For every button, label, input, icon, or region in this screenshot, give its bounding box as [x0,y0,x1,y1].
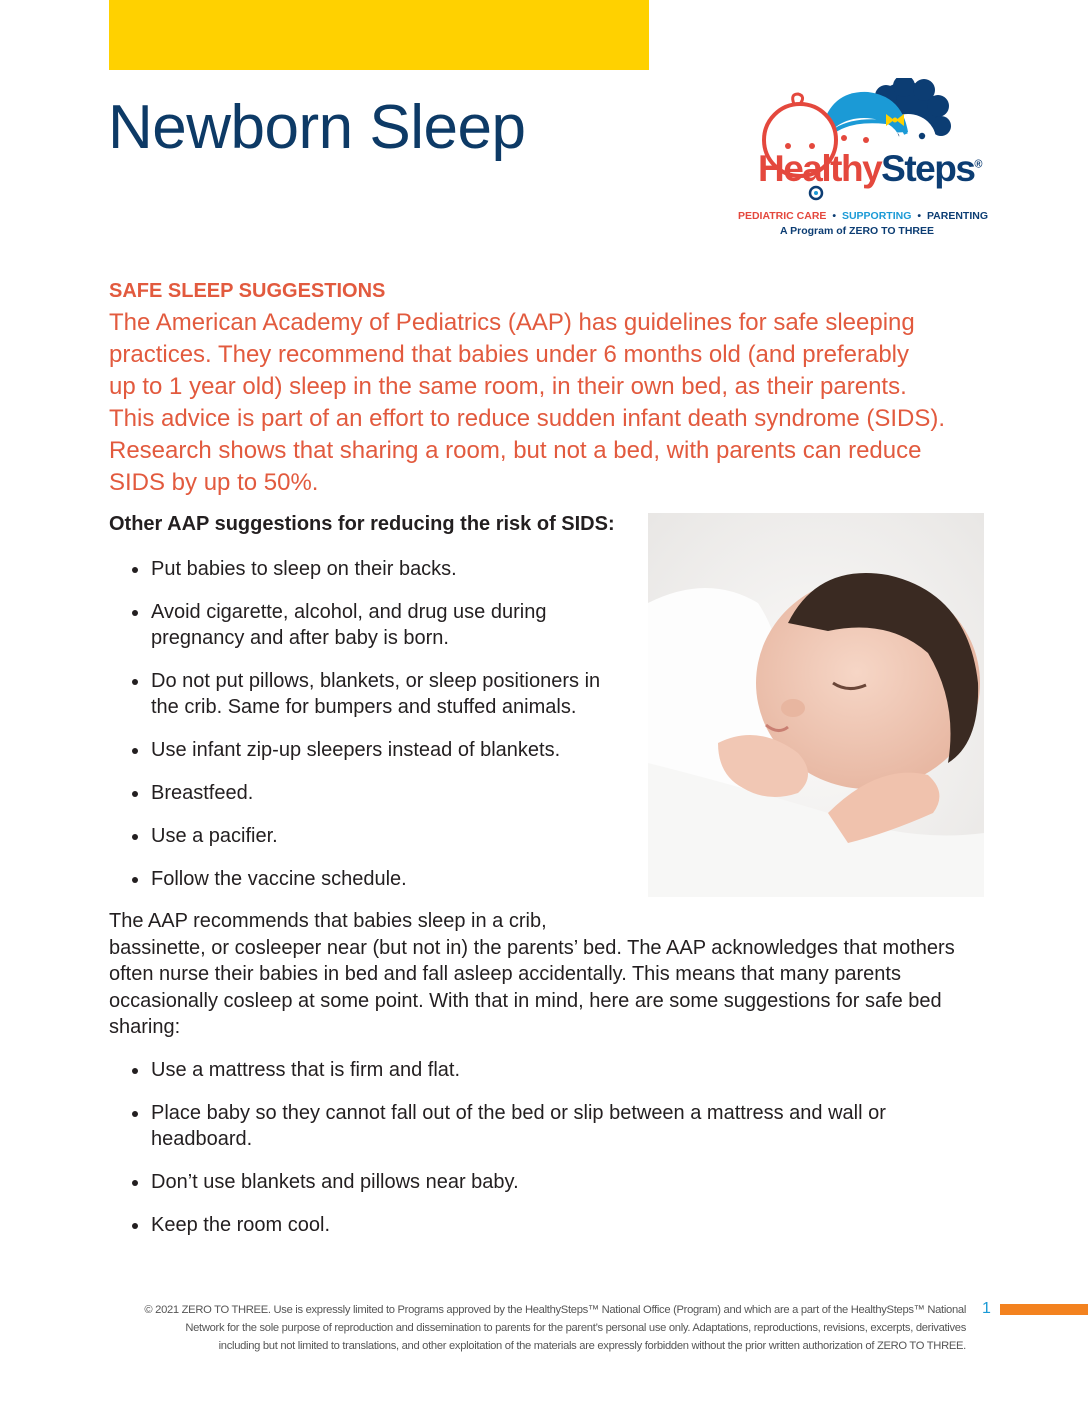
intro-line: Research shows that sharing a room, but not a bed, with parents can reduce [109,437,922,464]
copyright-line: © 2021 ZERO TO THREE. Use is expressly limited to Programs approved by the HealthySteps™ National Office (Program) and which are a part of the HealthySteps™ National [144,1304,966,1316]
recommendation-line-1: The AAP recommends that babies sleep in a crib, [109,910,547,932]
copyright-line: Network for the sole purpose of reproduction and dissemination to parents for the parent’s personal use only. Adaptations, reproductions, revisions, excerpts, derivatives [185,1322,966,1334]
sids-suggestion-list [130,556,630,909]
intro-line: up to 1 year old) sleep in the same room, in their own bed, as their parents. [109,373,907,400]
list-item: Follow the vaccine schedule. [130,866,630,892]
list-item: Put babies to sleep on their backs. [130,556,630,582]
logo-wordmark [758,148,983,190]
tagline-pediatric-care: PEDIATRIC CARE [737,210,827,222]
page-number: 1 [982,1300,991,1317]
tagline-supporting: SUPPORTING [841,210,912,222]
logo-tagline [736,210,988,222]
sleeping-baby-photo [648,513,984,897]
healthysteps-logo [736,78,996,243]
tagline-separator: • [832,210,837,222]
list-item: Breastfeed. [130,780,630,806]
list-item: Use infant zip-up sleepers instead of blankets. [130,737,630,763]
logo-word-healthy: Healthy [758,148,882,189]
intro-line: This advice is part of an effort to reduce sudden infant death syndrome (SIDS). [109,405,946,432]
list-item: Place baby so they cannot fall out of the bed or slip between a mattress and wall or headboard. [130,1100,990,1152]
copyright-line: including but not limited to translations, and other exploitation of the materials are expressly forbidden without the prior written authorization of ZERO TO THREE. [218,1340,966,1352]
list-item: Use a pacifier. [130,823,630,849]
list-item: Keep the room cool. [130,1212,990,1238]
copyright-footer [100,1301,966,1355]
yellow-header-bar [109,0,649,70]
registered-mark: ® [974,158,983,171]
tagline-parenting: PARENTING [926,210,988,222]
page-title: Newborn Sleep [108,93,526,162]
section-heading: SAFE SLEEP SUGGESTIONS [109,280,386,302]
orange-footer-bar [1000,1304,1088,1315]
tagline-separator: • [917,210,922,222]
intro-line: practices. They recommend that babies under 6 months old (and preferably [109,341,909,368]
recommendation-paragraph [109,908,989,1041]
list-item: Avoid cigarette, alcohol, and drug use during pregnancy and after baby is born. [130,599,630,651]
list-item: Don’t use blankets and pillows near baby. [130,1169,990,1195]
recommendation-rest: bassinette, or cosleeper near (but not in) the parents’ bed. The AAP acknowledges that mothers often nurse their babies in bed and fall asleep accidentally. This means that many parents occasionally cosleep at some point. With that in mind, here are some suggestions for safe bed sharing: [109,936,955,1038]
list-item: Do not put pillows, blankets, or sleep positioners in the crib. Same for bumpers and stuffed animals. [130,668,630,720]
intro-line: SIDS by up to 50%. [109,469,319,496]
bed-sharing-list [130,1057,990,1255]
intro-paragraph [109,307,1009,499]
sleeping-baby-icon [648,513,984,897]
list-item: Use a mattress that is firm and flat. [130,1057,990,1083]
intro-line: The American Academy of Pediatrics (AAP) has guidelines for safe sleeping [109,309,915,336]
logo-word-steps: Steps [881,148,975,189]
sids-subheading: Other AAP suggestions for reducing the risk of SIDS: [109,513,615,535]
logo-subline: A Program of ZERO TO THREE [780,225,935,237]
